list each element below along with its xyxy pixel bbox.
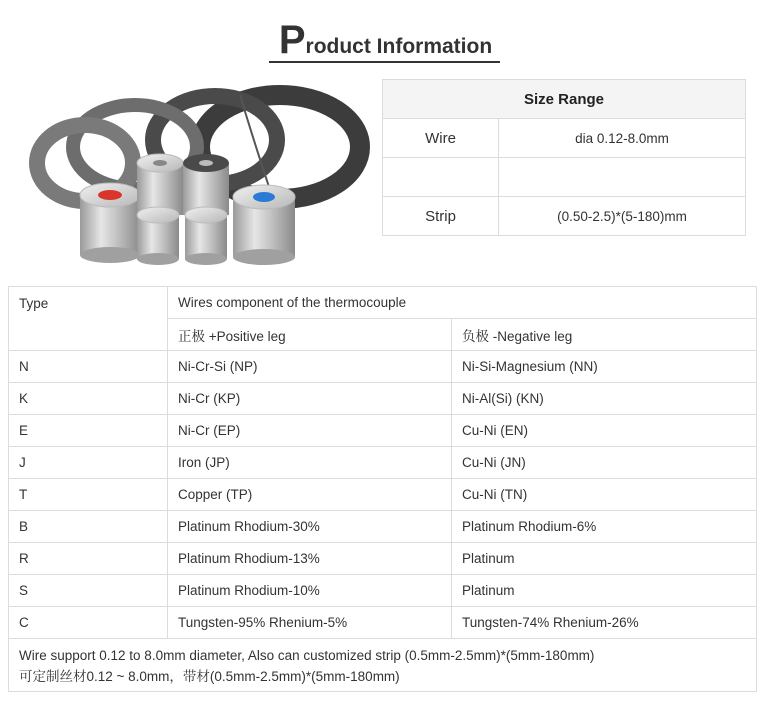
negative-cell: Cu-Ni (EN)	[452, 415, 757, 447]
component-header: Wires component of the thermocouple	[168, 287, 757, 319]
negative-leg-header: 负极 -Negative leg	[452, 319, 757, 351]
page-title-wrap	[0, 20, 769, 63]
positive-cell: Ni-Cr-Si (NP)	[168, 351, 452, 383]
type-cell: K	[9, 383, 168, 415]
table-row	[9, 607, 757, 639]
positive-cell: Tungsten-95% Rhenium-5%	[168, 607, 452, 639]
size-range-label-empty	[383, 158, 499, 197]
spool-top-center	[137, 154, 183, 215]
table-row	[9, 447, 757, 479]
type-header: Type	[9, 287, 168, 351]
size-range-header-row	[383, 80, 746, 119]
negative-cell: Tungsten-74% Rhenium-26%	[452, 607, 757, 639]
page-title-initial: P	[278, 18, 306, 62]
positive-cell: Platinum Rhodium-10%	[168, 575, 452, 607]
positive-cell: Ni-Cr (EP)	[168, 415, 452, 447]
table-row	[9, 351, 757, 383]
negative-cell: Platinum Rhodium-6%	[452, 511, 757, 543]
thermocouple-table	[8, 286, 757, 692]
footer-note-chinese: 可定制丝材0.12 ~ 8.0mm，带材(0.5mm-2.5mm)*(5mm-180mm)	[19, 669, 400, 684]
table-row	[9, 511, 757, 543]
positive-cell: Platinum Rhodium-13%	[168, 543, 452, 575]
size-range-row-empty	[383, 158, 746, 197]
type-cell: S	[9, 575, 168, 607]
spool-blue-label	[233, 185, 295, 265]
table-footer-row	[9, 639, 757, 692]
size-range-header: Size Range	[383, 80, 746, 119]
size-range-label-strip: Strip	[383, 197, 499, 236]
positive-leg-header: 正极 +Positive leg	[168, 319, 452, 351]
positive-cell: Iron (JP)	[168, 447, 452, 479]
type-cell: B	[9, 511, 168, 543]
negative-cell: Platinum	[452, 575, 757, 607]
positive-cell: Copper (TP)	[168, 479, 452, 511]
table-row	[9, 415, 757, 447]
size-range-label-wire: Wire	[383, 119, 499, 158]
type-cell: J	[9, 447, 168, 479]
footer-note-english: Wire support 0.12 to 8.0mm diameter, Also can customized strip (0.5mm-2.5mm)*(5mm-180mm)	[19, 648, 595, 663]
page-title-text: roduct Information	[305, 35, 493, 58]
table-footer-note	[9, 639, 757, 692]
size-range-value-empty	[499, 158, 746, 197]
page-title	[269, 20, 500, 63]
positive-cell: Platinum Rhodium-30%	[168, 511, 452, 543]
spool-small-front-2	[185, 207, 227, 265]
wire-spools-image	[25, 85, 370, 265]
size-range-row-strip	[383, 197, 746, 236]
negative-cell: Ni-Al(Si) (KN)	[452, 383, 757, 415]
size-range-value-wire: dia 0.12-8.0mm	[499, 119, 746, 158]
table-row	[9, 383, 757, 415]
type-cell: C	[9, 607, 168, 639]
table-row	[9, 543, 757, 575]
type-cell: E	[9, 415, 168, 447]
size-range-value-strip: (0.50-2.5)*(5-180)mm	[499, 197, 746, 236]
type-cell: R	[9, 543, 168, 575]
negative-cell: Cu-Ni (JN)	[452, 447, 757, 479]
thermocouple-header-row	[9, 287, 757, 319]
positive-cell: Ni-Cr (KP)	[168, 383, 452, 415]
table-row	[9, 575, 757, 607]
negative-cell: Cu-Ni (TN)	[452, 479, 757, 511]
type-cell: N	[9, 351, 168, 383]
size-range-table	[382, 79, 746, 236]
negative-cell: Ni-Si-Magnesium (NN)	[452, 351, 757, 383]
type-cell: T	[9, 479, 168, 511]
spool-red-label	[80, 183, 140, 263]
spool-small-front	[137, 207, 179, 265]
spool-dark-lid	[183, 154, 229, 215]
table-row	[9, 479, 757, 511]
negative-cell: Platinum	[452, 543, 757, 575]
size-range-row-wire	[383, 119, 746, 158]
